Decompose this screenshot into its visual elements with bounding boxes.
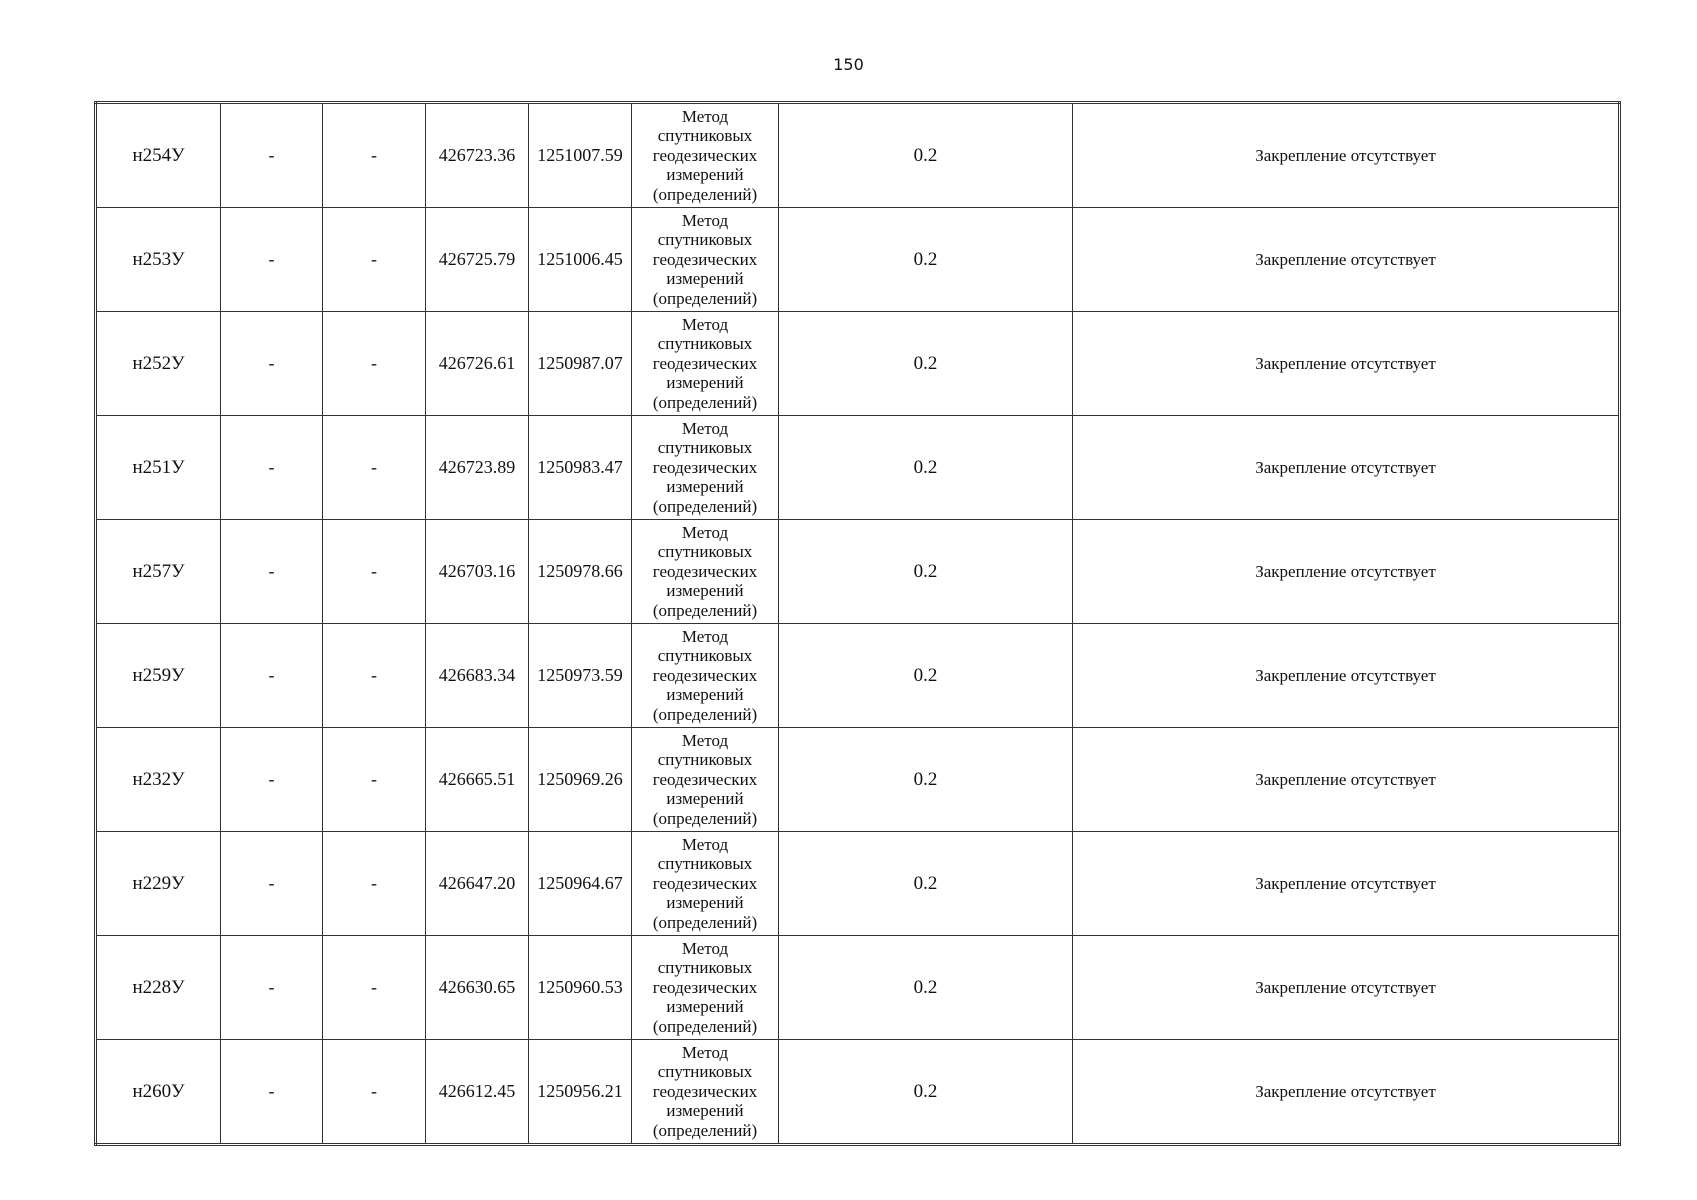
point-number-cell: н254У	[96, 103, 221, 208]
method-line: спутниковых	[657, 334, 753, 354]
table-row	[96, 208, 1620, 312]
y-coordinate-cell: 1251006.45	[529, 208, 632, 312]
method-cell	[632, 103, 779, 208]
table-row	[96, 624, 1620, 728]
method-line: спутниковых	[657, 438, 753, 458]
method-line: Метод	[681, 730, 729, 750]
method-line: измерений	[666, 373, 744, 393]
method-line: (определений)	[652, 1120, 758, 1140]
table-row	[96, 936, 1620, 1040]
method-cell	[632, 832, 779, 936]
method-cell	[632, 520, 779, 624]
empty-value-cell: -	[221, 936, 323, 1040]
method-cell	[632, 208, 779, 312]
table-body	[96, 103, 1620, 1145]
fixing-description-cell: Закрепление отсутствует	[1073, 312, 1620, 416]
empty-value-cell: -	[323, 208, 426, 312]
empty-value-cell: -	[221, 832, 323, 936]
y-coordinate-cell: 1250978.66	[529, 520, 632, 624]
point-number-cell: н253У	[96, 208, 221, 312]
empty-value-cell: -	[323, 1040, 426, 1145]
method-cell	[632, 312, 779, 416]
method-line: спутниковых	[657, 958, 753, 978]
x-coordinate-cell: 426723.89	[426, 416, 529, 520]
y-coordinate-cell: 1250969.26	[529, 728, 632, 832]
method-cell	[632, 936, 779, 1040]
x-coordinate-cell: 426647.20	[426, 832, 529, 936]
empty-value-cell: -	[323, 936, 426, 1040]
x-coordinate-cell: 426630.65	[426, 936, 529, 1040]
accuracy-cell: 0.2	[779, 728, 1073, 832]
table-row	[96, 416, 1620, 520]
accuracy-cell: 0.2	[779, 312, 1073, 416]
accuracy-cell: 0.2	[779, 624, 1073, 728]
fixing-description-cell: Закрепление отсутствует	[1073, 624, 1620, 728]
method-line: Метод	[681, 314, 729, 334]
method-line: геодезических	[652, 665, 758, 685]
y-coordinate-cell: 1250960.53	[529, 936, 632, 1040]
fixing-description-cell: Закрепление отсутствует	[1073, 208, 1620, 312]
method-cell	[632, 416, 779, 520]
y-coordinate-cell: 1250983.47	[529, 416, 632, 520]
method-line: (определений)	[652, 392, 758, 412]
x-coordinate-cell: 426665.51	[426, 728, 529, 832]
method-line: геодезических	[652, 1081, 758, 1101]
page-number: 150	[833, 55, 864, 74]
empty-value-cell: -	[221, 208, 323, 312]
point-number-cell: н229У	[96, 832, 221, 936]
method-line: геодезических	[652, 873, 758, 893]
point-number-cell: н252У	[96, 312, 221, 416]
accuracy-cell: 0.2	[779, 103, 1073, 208]
accuracy-cell: 0.2	[779, 936, 1073, 1040]
method-line: спутниковых	[657, 646, 753, 666]
method-cell	[632, 1040, 779, 1145]
method-line: (определений)	[652, 912, 758, 932]
y-coordinate-cell: 1250987.07	[529, 312, 632, 416]
table-row	[96, 1040, 1620, 1145]
method-line: (определений)	[652, 1016, 758, 1036]
method-line: Метод	[681, 210, 729, 230]
method-line: спутниковых	[657, 750, 753, 770]
method-line: Метод	[681, 1042, 729, 1062]
empty-value-cell: -	[323, 520, 426, 624]
point-number-cell: н257У	[96, 520, 221, 624]
y-coordinate-cell: 1251007.59	[529, 103, 632, 208]
method-line: спутниковых	[657, 854, 753, 874]
method-line: Метод	[681, 418, 729, 438]
point-number-cell: н228У	[96, 936, 221, 1040]
method-line: геодезических	[652, 561, 758, 581]
method-line: Метод	[681, 522, 729, 542]
method-line: (определений)	[652, 600, 758, 620]
method-line: измерений	[666, 997, 744, 1017]
method-line: геодезических	[652, 249, 758, 269]
method-line: геодезических	[652, 457, 758, 477]
x-coordinate-cell: 426612.45	[426, 1040, 529, 1145]
coordinates-table	[94, 101, 1621, 1146]
empty-value-cell: -	[323, 312, 426, 416]
method-line: (определений)	[652, 288, 758, 308]
method-line: измерений	[666, 477, 744, 497]
point-number-cell: н259У	[96, 624, 221, 728]
empty-value-cell: -	[323, 624, 426, 728]
accuracy-cell: 0.2	[779, 832, 1073, 936]
method-line: (определений)	[652, 808, 758, 828]
fixing-description-cell: Закрепление отсутствует	[1073, 520, 1620, 624]
empty-value-cell: -	[221, 520, 323, 624]
y-coordinate-cell: 1250973.59	[529, 624, 632, 728]
empty-value-cell: -	[323, 416, 426, 520]
table-row	[96, 103, 1620, 208]
method-line: (определений)	[652, 704, 758, 724]
fixing-description-cell: Закрепление отсутствует	[1073, 1040, 1620, 1145]
method-line: спутниковых	[657, 542, 753, 562]
method-cell	[632, 728, 779, 832]
method-line: спутниковых	[657, 1062, 753, 1082]
method-line: Метод	[681, 106, 729, 126]
empty-value-cell: -	[221, 624, 323, 728]
method-line: измерений	[666, 269, 744, 289]
fixing-description-cell: Закрепление отсутствует	[1073, 416, 1620, 520]
method-line: (определений)	[652, 496, 758, 516]
accuracy-cell: 0.2	[779, 416, 1073, 520]
x-coordinate-cell: 426723.36	[426, 103, 529, 208]
point-number-cell: н232У	[96, 728, 221, 832]
method-line: измерений	[666, 685, 744, 705]
empty-value-cell: -	[221, 416, 323, 520]
accuracy-cell: 0.2	[779, 1040, 1073, 1145]
method-line: геодезических	[652, 977, 758, 997]
method-line: Метод	[681, 834, 729, 854]
empty-value-cell: -	[323, 728, 426, 832]
method-line: спутниковых	[657, 230, 753, 250]
empty-value-cell: -	[221, 728, 323, 832]
method-line: Метод	[681, 626, 729, 646]
empty-value-cell: -	[221, 312, 323, 416]
method-line: Метод	[681, 938, 729, 958]
method-line: измерений	[666, 165, 744, 185]
empty-value-cell: -	[323, 832, 426, 936]
accuracy-cell: 0.2	[779, 208, 1073, 312]
table-row	[96, 312, 1620, 416]
point-number-cell: н251У	[96, 416, 221, 520]
fixing-description-cell: Закрепление отсутствует	[1073, 936, 1620, 1040]
x-coordinate-cell: 426683.34	[426, 624, 529, 728]
method-line: спутниковых	[657, 126, 753, 146]
accuracy-cell: 0.2	[779, 520, 1073, 624]
table-row	[96, 728, 1620, 832]
method-line: геодезических	[652, 353, 758, 373]
x-coordinate-cell: 426726.61	[426, 312, 529, 416]
method-line: измерений	[666, 581, 744, 601]
point-number-cell: н260У	[96, 1040, 221, 1145]
method-line: измерений	[666, 893, 744, 913]
y-coordinate-cell: 1250956.21	[529, 1040, 632, 1145]
fixing-description-cell: Закрепление отсутствует	[1073, 103, 1620, 208]
empty-value-cell: -	[221, 103, 323, 208]
x-coordinate-cell: 426725.79	[426, 208, 529, 312]
method-line: измерений	[666, 789, 744, 809]
method-line: измерений	[666, 1101, 744, 1121]
table-row	[96, 520, 1620, 624]
method-line: (определений)	[652, 184, 758, 204]
method-cell	[632, 624, 779, 728]
fixing-description-cell: Закрепление отсутствует	[1073, 728, 1620, 832]
fixing-description-cell: Закрепление отсутствует	[1073, 832, 1620, 936]
empty-value-cell: -	[323, 103, 426, 208]
y-coordinate-cell: 1250964.67	[529, 832, 632, 936]
empty-value-cell: -	[221, 1040, 323, 1145]
method-line: геодезических	[652, 769, 758, 789]
x-coordinate-cell: 426703.16	[426, 520, 529, 624]
method-line: геодезических	[652, 145, 758, 165]
table-row	[96, 832, 1620, 936]
